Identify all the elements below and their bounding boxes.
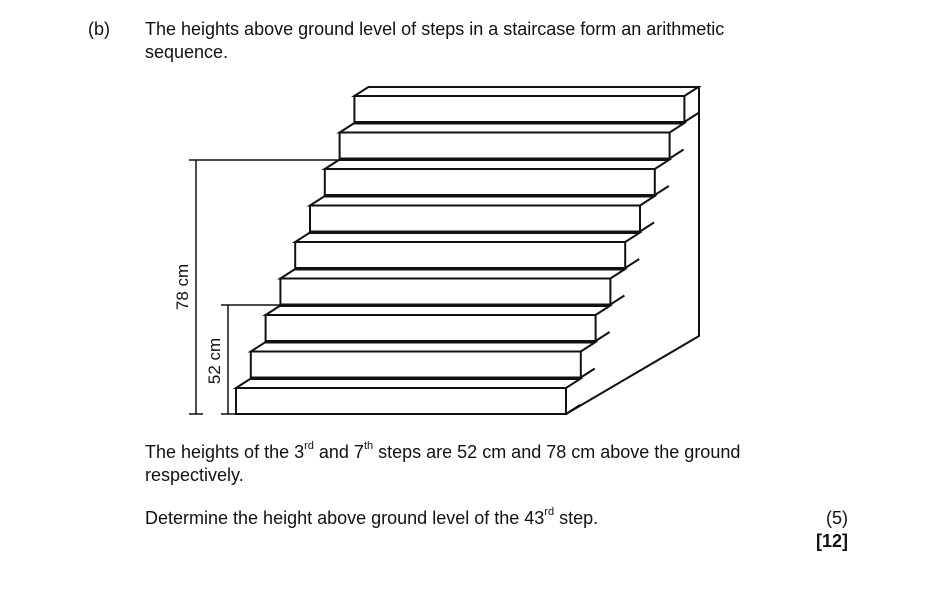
label-52-cm: 52 cm	[205, 337, 224, 385]
step-3-end	[596, 332, 610, 341]
step-2-riser	[251, 352, 581, 378]
step-6-tread	[310, 197, 654, 206]
step-3-riser	[266, 315, 596, 341]
step-6-end	[640, 223, 654, 232]
step-6-riser	[310, 206, 640, 232]
step-1-tread	[236, 379, 580, 388]
step-9-riser	[354, 96, 684, 122]
given-text-line-1: The heights of the 3rd and 7th steps are 52 cm and 78 cm above the ground	[145, 440, 741, 462]
step-8-tread	[340, 124, 684, 133]
step-8-end	[670, 150, 684, 159]
step-8-riser	[340, 133, 670, 159]
question-marks: (5)	[826, 508, 848, 528]
step-2-tread	[251, 343, 595, 352]
step-7-riser	[325, 169, 655, 195]
given-text-line-2: respectively.	[145, 465, 244, 485]
total-marks: [12]	[815, 531, 848, 551]
label-78-cm: 78 cm	[173, 263, 192, 311]
step-5-tread	[295, 233, 639, 242]
step-5-riser	[295, 242, 625, 268]
step-7-tread	[325, 160, 669, 169]
staircase-steps	[236, 87, 699, 414]
step-3-tread	[266, 306, 610, 315]
step-2-end	[581, 369, 595, 378]
intro-text-line-1: The heights above ground level of steps in a staircase form an arithmetic	[145, 19, 725, 39]
step-7-end	[655, 186, 669, 195]
step-9-end	[684, 113, 698, 122]
question-part-label: (b)	[88, 19, 110, 39]
question-text: Determine the height above ground level of the 43rd step.	[145, 506, 599, 528]
step-1-riser	[236, 388, 566, 414]
intro-text-line-2: sequence.	[145, 42, 229, 62]
staircase-side-wall	[566, 87, 699, 414]
step-4-riser	[280, 279, 610, 305]
step-4-end	[610, 296, 624, 305]
step-5-end	[625, 259, 639, 268]
step-9-tread	[354, 87, 698, 96]
step-4-tread	[280, 270, 624, 279]
